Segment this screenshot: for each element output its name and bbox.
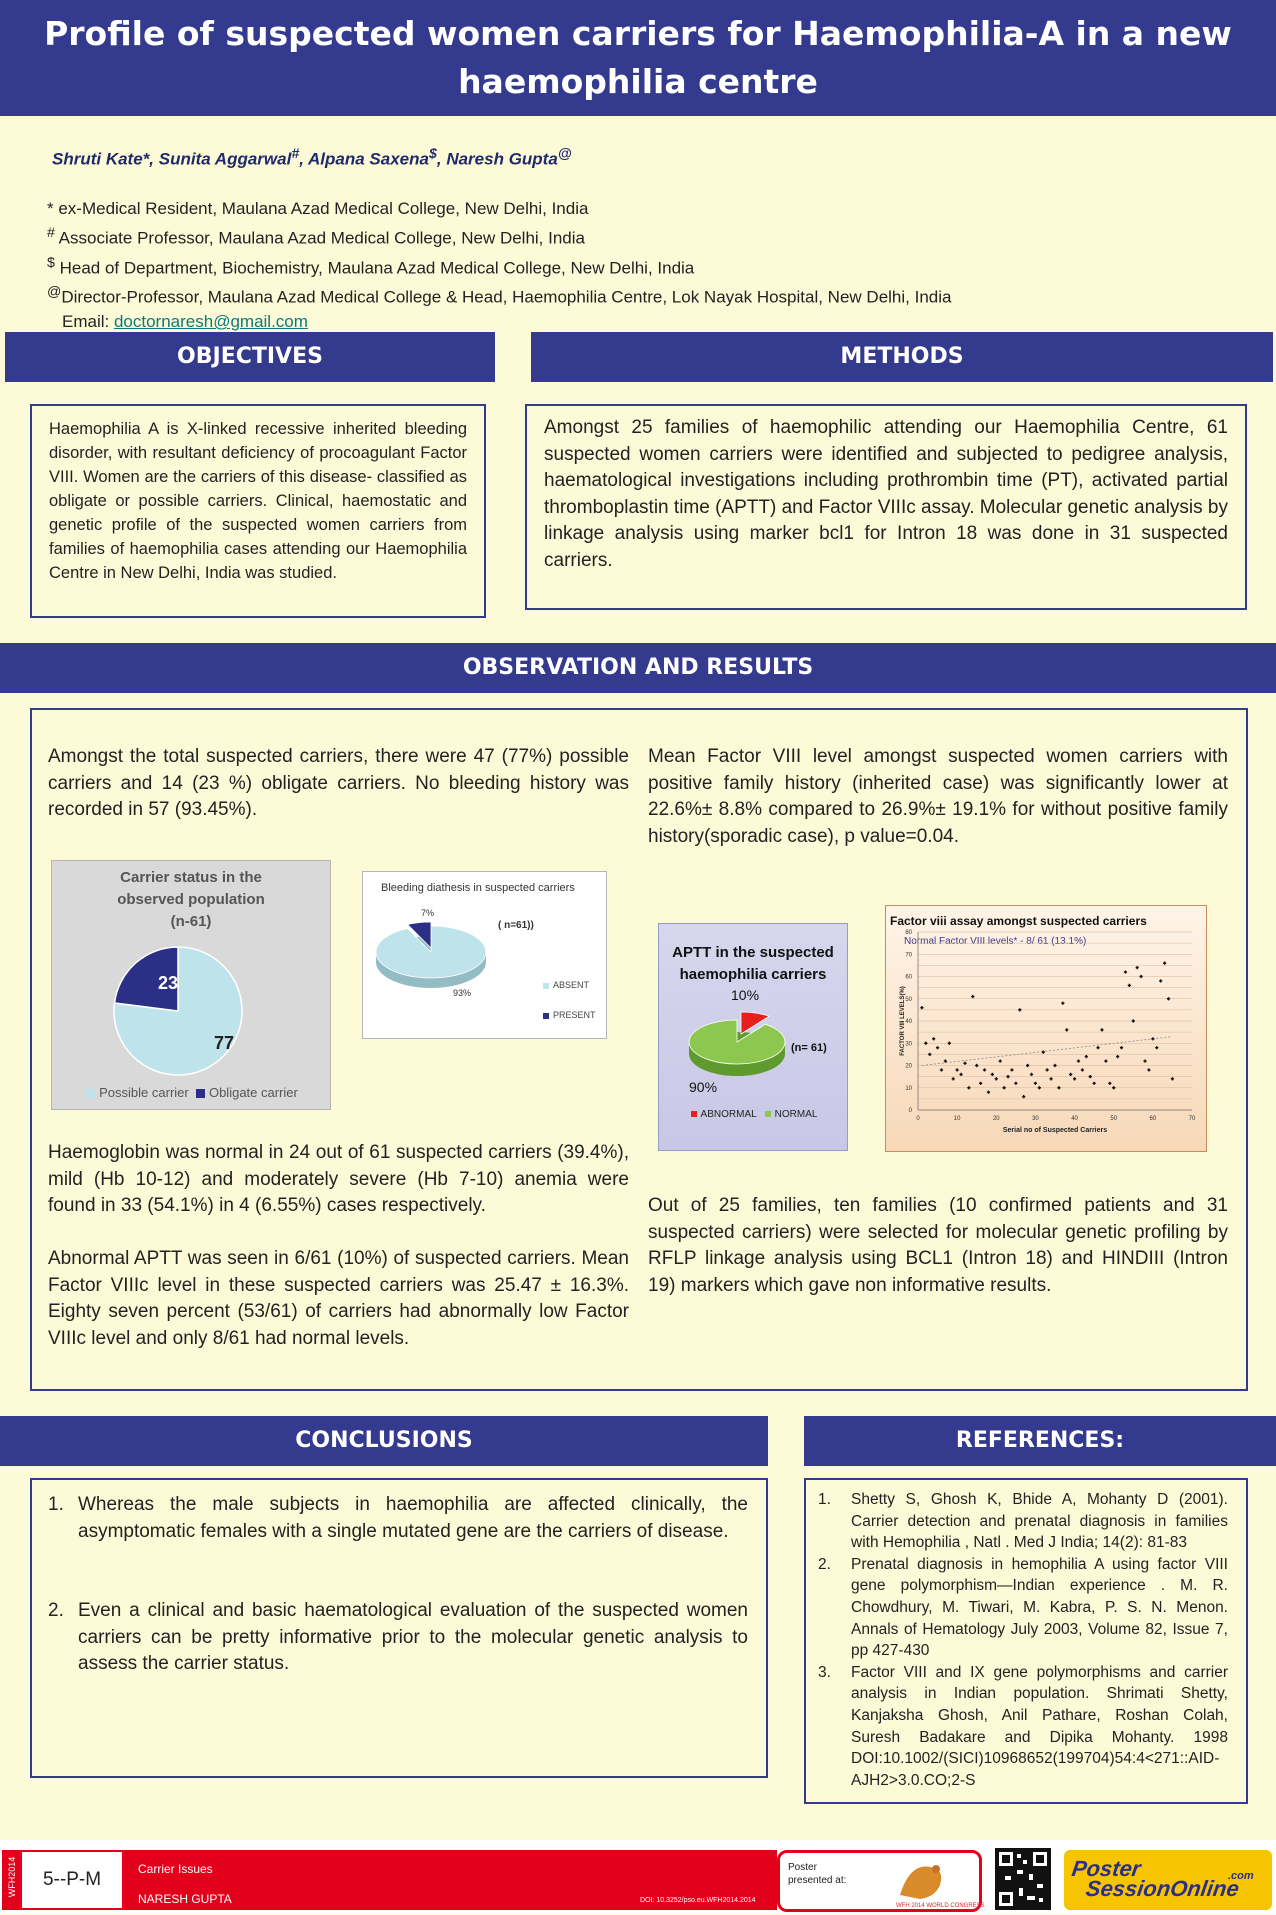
data-point <box>991 1073 994 1076</box>
legend-label: Possible carrier <box>99 1085 189 1100</box>
data-point <box>1136 966 1139 969</box>
chart-legend <box>52 1085 332 1100</box>
chart-annotation: (n= 61) <box>791 1042 827 1054</box>
data-point <box>956 1068 959 1071</box>
y-tick-label: 80 <box>905 930 912 936</box>
data-point <box>987 1091 990 1094</box>
data-label: 23 <box>158 973 179 993</box>
data-point <box>975 1064 978 1067</box>
chart-title <box>52 861 330 933</box>
legend-label: ABNORMAL <box>700 1109 757 1120</box>
methods-box <box>525 404 1247 610</box>
affiliation-text: Head of Department, Biochemistry, Maulana Azad Medical College, New Delhi, India <box>54 258 695 278</box>
affiliation-text: Director-Professor, Maulana Azad Medical College & Head, Haemophilia Centre, Lok Nayak Hospital, New Delhi, India <box>61 287 952 307</box>
legend-swatch <box>691 1111 697 1117</box>
conclusions-header: CONCLUSIONS <box>0 1416 768 1466</box>
chart-title: Factor viii assay amongst suspected carriers <box>890 914 1147 928</box>
methods-text: Amongst 25 families of haemophilic attending our Haemophilia Centre, 61 suspected women carriers were identified and subjected to pedigree analysis, haematological investigations including prothrombin time (PT), activated partial thromboplastin time (APTT) and Factor VIIIc assay. Molecular genetic analysis by linkage analysis using marker bcl1 for Intron 18 was done in 31 suspected carriers. <box>544 417 1228 571</box>
author-4-mark: @ <box>557 146 572 162</box>
y-tick-label: 20 <box>905 1063 912 1070</box>
affiliation-4 <box>47 280 951 310</box>
data-point <box>979 1082 982 1085</box>
data-point <box>1022 1095 1025 1098</box>
data-point <box>1093 1082 1096 1085</box>
data-label: 7% <box>421 908 435 918</box>
affiliation-mark: $ <box>47 254 55 271</box>
y-tick-label: 10 <box>905 1085 912 1092</box>
affiliation-3 <box>47 251 951 281</box>
data-point <box>932 1037 935 1040</box>
logo-word-2: SessionOnline <box>1084 1876 1241 1901</box>
y-tick-label: 70 <box>905 952 912 959</box>
author-3-mark: $ <box>428 146 437 162</box>
author-list <box>52 146 572 170</box>
legend-swatch <box>765 1111 771 1117</box>
chart-legend <box>543 980 596 1020</box>
email-link[interactable]: doctornaresh@gmail.com <box>113 311 308 331</box>
aptt-chart <box>658 923 848 1151</box>
data-point <box>1116 1055 1119 1058</box>
legend-swatch <box>196 1089 205 1098</box>
affiliation-text: Associate Professor, Maulana Azad Medical College, New Delhi, India <box>54 228 585 248</box>
affiliation-2 <box>47 221 951 251</box>
legend-label: PRESENT <box>553 1010 596 1020</box>
legend-label: Obligate carrier <box>208 1085 298 1100</box>
x-tick-label: 20 <box>992 1116 1000 1122</box>
reference-item <box>818 1554 1228 1662</box>
data-point <box>1038 1086 1041 1089</box>
presented-at-label <box>788 1861 846 1887</box>
affiliation-mark: @ <box>47 284 62 301</box>
chart-title-line: haemophilia carriers <box>679 966 827 983</box>
poster-title <box>0 0 1276 116</box>
title-line-2: haemophilia centre <box>458 62 818 101</box>
data-point <box>1108 1082 1111 1085</box>
chart-legend <box>659 1109 849 1120</box>
chart-title-line: Carrier status in the <box>120 869 262 886</box>
y-tick-label: 60 <box>905 974 912 981</box>
author-2: Sunita Aggarwal <box>158 149 292 169</box>
y-tick-label: 40 <box>905 1019 912 1025</box>
data-point <box>1026 1064 1029 1067</box>
data-point <box>1014 1082 1017 1085</box>
footer-topic: Carrier Issues <box>138 1862 213 1876</box>
bleeding-pie <box>363 908 513 1028</box>
x-tick-label: 40 <box>1071 1116 1078 1122</box>
data-point <box>1030 1073 1033 1076</box>
data-point <box>936 1046 939 1049</box>
qr-code-icon[interactable] <box>995 1848 1051 1910</box>
data-point <box>1120 1046 1123 1049</box>
qr-pattern <box>995 1848 1051 1910</box>
data-point <box>1143 1059 1146 1062</box>
y-tick-label: 0 <box>908 1108 912 1114</box>
poster-code: 5--P-M <box>42 1869 102 1890</box>
reference-text: Shetty S, Ghosh K, Bhide A, Mohanty D (2001). Carrier detection and prenatal diagnosis in families with Hemophilia , Natl . Med J India; 14(2): 81-83 <box>851 1491 1228 1552</box>
chart-annotation: ( n=61)) <box>498 920 534 931</box>
data-point <box>999 1059 1002 1062</box>
data-point <box>928 1053 931 1056</box>
data-point <box>1073 1077 1076 1080</box>
data-point <box>944 1059 947 1062</box>
data-point <box>1046 1068 1049 1071</box>
logo-word-1: Poster <box>1070 1856 1143 1881</box>
x-tick-label: 30 <box>1032 1116 1039 1122</box>
data-point <box>1124 970 1127 973</box>
presented-at-box <box>777 1850 985 1912</box>
y-tick-label: 30 <box>905 1041 912 1048</box>
data-point <box>1104 1059 1107 1062</box>
data-label: 93% <box>453 988 472 998</box>
data-point <box>967 1086 970 1089</box>
data-point <box>1069 1073 1072 1076</box>
wfh-congress-logo <box>890 1855 985 1911</box>
reference-number: 3. <box>818 1663 831 1681</box>
data-label: 10% <box>731 987 760 1003</box>
title-line-1: Profile of suspected women carriers for Haemophilia-A in a new <box>44 14 1232 53</box>
objectives-text: Haemophilia A is X-linked recessive inherited bleeding disorder, with resultant deficiency of procoagulant Factor VIII. Women are the carriers of this disease- classified as obligate or possible carriers. Clinical, haemostatic and genetic profile of the suspected women carriers from families of haemophilia cases attending our Haemophilia Centre in New Delhi, India was studied. <box>49 420 467 582</box>
data-point <box>920 1006 923 1009</box>
data-point <box>1049 1077 1052 1080</box>
conclusion-number: 1. <box>48 1494 64 1515</box>
x-tick-label: 50 <box>1110 1116 1118 1122</box>
data-point <box>940 1068 943 1071</box>
conclusion-text: Even a clinical and basic haematological evaluation of the suspected women carriers can be pretty informative prior to the molecular genetic analysis to assess the carrier status. <box>78 1600 748 1674</box>
chart-title: Bleeding diathesis in suspected carriers <box>381 882 575 894</box>
data-point <box>1159 979 1162 982</box>
data-point <box>1081 1068 1084 1071</box>
data-point <box>1077 1059 1080 1062</box>
results-paragraph-4: Abnormal APTT was seen in 6/61 (10%) of suspected carriers. Mean Factor VIIIc level in these suspected carriers was 25.47 ± 16.3%. Eighty seven percent (53/61) of carriers had abnormally low Factor VIIIc level and only 8/61 had normal levels. <box>48 1248 629 1349</box>
footer <box>0 1840 1276 1914</box>
email-line <box>47 310 951 334</box>
data-point <box>1171 1077 1174 1080</box>
x-tick-label: 60 <box>1149 1116 1157 1122</box>
reference-item <box>818 1489 1228 1554</box>
observation-header: OBSERVATION AND RESULTS <box>0 643 1276 693</box>
chart-title-line: (n-61) <box>170 913 212 930</box>
reference-text: Prenatal diagnosis in hemophilia A using factor VIII gene polymorphism—Indian experience . M. R. Chowdhury, M. Tiwari, M. Kabra, P. S. N. Menon. Annals of Hematology July 2003, Volume 82, Issue 7, pp 427-430 <box>851 1555 1228 1660</box>
data-point <box>995 1077 998 1080</box>
data-point <box>1085 1055 1088 1058</box>
data-point <box>1112 1086 1115 1089</box>
legend-swatch <box>543 983 549 989</box>
footer-author: NARESH GUPTA <box>138 1892 232 1906</box>
methods-header: METHODS <box>531 332 1273 382</box>
bleeding-diathesis-chart <box>362 871 607 1039</box>
carrier-status-chart <box>51 860 331 1110</box>
footer-side-tag <box>2 1850 20 1910</box>
data-point <box>1003 1086 1006 1089</box>
conclusion-text: Whereas the male subjects in haemophilia are affected clinically, the asymptomatic females with a single mutated gene are the carriers of disease. <box>78 1494 748 1542</box>
results-paragraph-5: Out of 25 families, ten families (10 confirmed patients and 31 suspected carriers) were selected for molecular genetic profiling by RFLP linkage analysis using BCL1 (Intron 18) and HINDIII (Intron 19) markers which gave non informative results. <box>648 1195 1228 1296</box>
reference-text: Factor VIII and IX gene polymorphisms and carrier analysis in Indian population. Shrimati Shetty, Kanjaksha Ghosh, Anil Pathare, Roshan Colah, Suresh Badakare and Dipika Mohanty. 1998 DOI:10.1002/(SICI)10968652(199704)54:4<271::AID-AJH2>3.0.CO;2-S <box>851 1663 1228 1789</box>
factor-viii-scatter <box>886 906 1208 1153</box>
reference-item <box>818 1662 1228 1792</box>
author-2-mark: # <box>291 146 300 162</box>
congress-name: WFH 2014 WORLD CONGRESS <box>896 1903 985 1909</box>
objectives-header: OBJECTIVES <box>5 332 495 382</box>
data-point <box>1042 1051 1045 1054</box>
x-tick-label: 10 <box>953 1116 961 1122</box>
results-paragraph-3: Haemoglobin was normal in 24 out of 61 suspected carriers (39.4%), mild (Hb 10-12) and moderately severe (Hb 7-10) anemia were found in 33 (54.1%) in 4 (6.55%) cases respectively. <box>48 1142 629 1216</box>
legend-swatch <box>86 1089 95 1098</box>
chart-title-line: observed population <box>117 891 265 908</box>
data-point <box>963 1062 966 1065</box>
author-sep: , <box>436 149 442 169</box>
data-point <box>959 1073 962 1076</box>
data-point <box>1096 1046 1099 1049</box>
data-point <box>952 1077 955 1080</box>
x-tick-label: 70 <box>1188 1116 1196 1122</box>
data-point <box>1167 997 1170 1000</box>
data-point <box>1155 1046 1158 1049</box>
author-1: Shruti Kate*, <box>52 149 155 169</box>
email-label: Email: <box>62 311 114 331</box>
y-axis-label: FACTOR VIII LEVELS(%) <box>900 986 906 1056</box>
data-point <box>1147 1068 1150 1071</box>
data-point <box>1061 1002 1064 1005</box>
data-point <box>983 1068 986 1071</box>
presented-line: presented at: <box>788 1875 847 1886</box>
legend-label: ABSENT <box>553 980 590 990</box>
objectives-box <box>30 404 486 618</box>
conclusion-item-2 <box>48 1598 748 1678</box>
side-tag-text: WFH2014 <box>7 1856 17 1898</box>
legend-entry <box>543 980 596 990</box>
chart-annotation: Normal Factor VIII levels* - 8/ 61 (13.1%) <box>904 936 1087 947</box>
references-header: REFERENCES: <box>804 1416 1276 1466</box>
data-point <box>948 1042 951 1045</box>
data-point <box>1151 1037 1154 1040</box>
data-point <box>1057 1086 1060 1089</box>
results-paragraph-2: Mean Factor VIII level amongst suspected women carriers with positive family history (inherited case) was significantly lower at 22.6%± 8.8% compared to 26.9%± 19.1% for without positive family history(sporadic case), p value=0.04. <box>648 746 1228 847</box>
aptt-pie <box>659 987 789 1100</box>
data-point <box>924 1042 927 1045</box>
results-paragraph-1: Amongst the total suspected carriers, there were 47 (77%) possible carriers and 14 (23 %) obligate carriers. No bleeding history was recorded in 57 (93.45%). <box>48 746 629 820</box>
data-point <box>1010 1068 1013 1071</box>
data-label: 90% <box>689 1079 718 1095</box>
data-point <box>1034 1082 1037 1085</box>
data-point <box>1053 1064 1056 1067</box>
conclusion-item-1 <box>48 1492 748 1545</box>
data-point <box>1140 975 1143 978</box>
conclusion-number: 2. <box>48 1600 64 1621</box>
logo-word-3: .com <box>1228 1870 1254 1882</box>
x-axis-label: Serial no of Suspected Carriers <box>1002 1127 1108 1134</box>
legend-entry <box>543 1010 596 1020</box>
reference-number: 1. <box>818 1491 831 1508</box>
data-point <box>1089 1075 1092 1078</box>
x-tick-label: 0 <box>916 1116 920 1122</box>
data-point <box>1132 1019 1135 1022</box>
pie-slice-normal <box>689 1020 785 1064</box>
affiliations <box>47 197 951 334</box>
data-point <box>1100 1028 1103 1031</box>
data-point <box>1128 984 1131 987</box>
footer-doi: DOI: 10.3252/pso.eu.WFH2014.2014 <box>640 1897 756 1904</box>
author-3: Alpana Saxena <box>308 149 429 169</box>
trend-line <box>922 1037 1173 1066</box>
carrier-status-pie <box>52 939 332 1089</box>
data-point <box>1006 1075 1009 1078</box>
author-sep: , <box>299 149 304 169</box>
y-tick-label: 50 <box>905 996 912 1003</box>
affiliation-1: * ex-Medical Resident, Maulana Azad Medical College, New Delhi, India <box>47 199 589 218</box>
chart-title <box>659 924 847 986</box>
poster-code-box <box>20 1850 124 1910</box>
factor-viii-chart <box>885 905 1207 1152</box>
author-4: Naresh Gupta <box>446 149 558 169</box>
references-list <box>818 1489 1228 1791</box>
postersessiononline-logo[interactable] <box>1064 1850 1272 1910</box>
data-point <box>1065 1028 1068 1031</box>
data-point <box>1018 1008 1021 1011</box>
reference-number: 2. <box>818 1555 831 1573</box>
data-point <box>1163 962 1166 965</box>
legend-label: NORMAL <box>774 1109 818 1120</box>
data-label: 77 <box>214 1033 235 1053</box>
data-point <box>971 995 974 998</box>
affiliation-mark: # <box>47 225 55 241</box>
legend-swatch <box>543 1013 549 1019</box>
chart-title-line: APTT in the suspected <box>672 944 834 961</box>
presented-line: Poster <box>788 1862 817 1873</box>
